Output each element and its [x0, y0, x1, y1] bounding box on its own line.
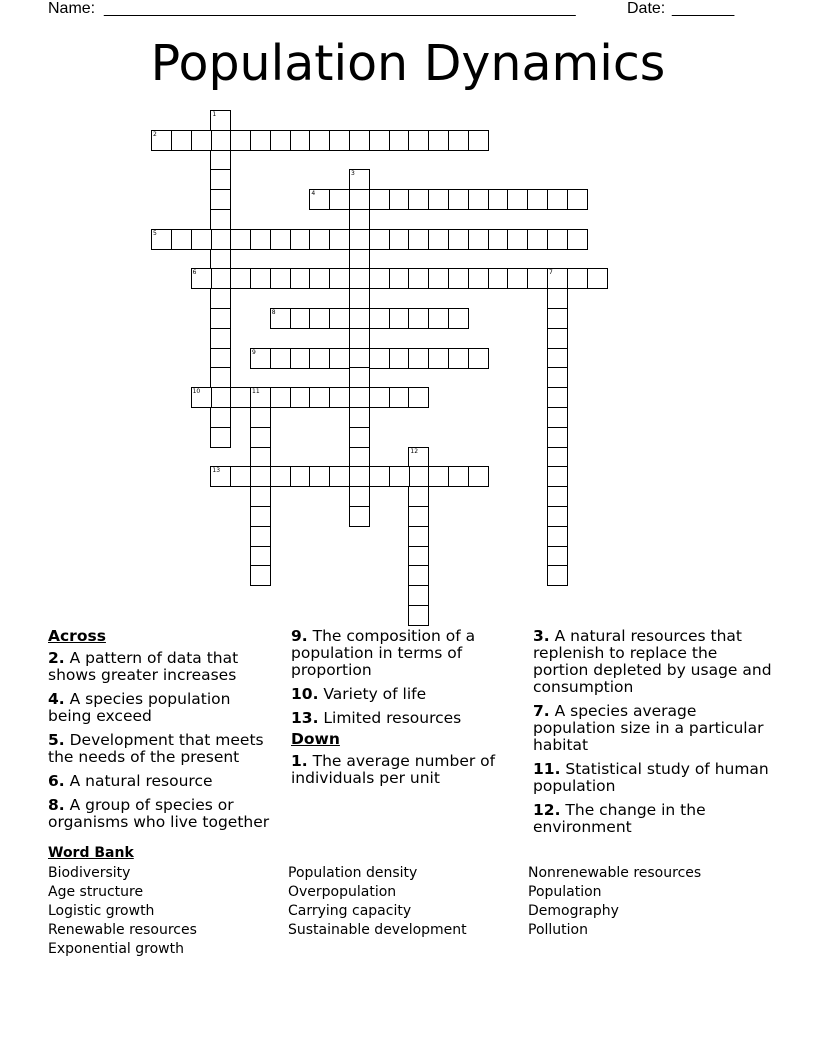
grid-cell[interactable] [369, 308, 390, 329]
word-bank-item: Sustainable development [288, 922, 467, 938]
clue-item [291, 753, 521, 787]
grid-cell[interactable] [468, 229, 489, 250]
down-heading: Down [291, 730, 340, 748]
clue-number: 12 [410, 447, 419, 455]
date-field[interactable]: _______ [672, 0, 735, 17]
grid-cell[interactable] [349, 348, 370, 369]
grid-cell[interactable] [369, 229, 390, 250]
grid-cell[interactable] [329, 130, 350, 151]
grid-cell[interactable] [191, 268, 212, 289]
grid-cell[interactable] [428, 348, 449, 369]
grid-cell[interactable] [250, 486, 271, 507]
grid-cell[interactable] [270, 348, 291, 369]
grid-cell[interactable] [329, 268, 350, 289]
grid-cell[interactable] [567, 268, 588, 289]
grid-cell[interactable] [527, 189, 548, 210]
grid-cell[interactable] [191, 229, 212, 250]
clue-text: The composition of a population in terms of proportion [291, 627, 476, 679]
grid-cell[interactable] [547, 526, 568, 547]
word-bank-item: Population density [288, 865, 418, 881]
grid-cell[interactable] [408, 585, 429, 606]
grid-cell[interactable] [250, 565, 271, 586]
word-bank-item: Age structure [48, 884, 144, 900]
grid-cell[interactable] [151, 130, 172, 151]
grid-cell[interactable] [389, 308, 410, 329]
clue-number-label: 11. [533, 760, 561, 778]
grid-cell[interactable] [547, 308, 568, 329]
grid-cell[interactable] [329, 466, 350, 487]
grid-cell[interactable] [250, 348, 271, 369]
clue-item [533, 761, 773, 795]
grid-cell[interactable] [270, 268, 291, 289]
grid-cell[interactable] [547, 427, 568, 448]
grid-cell[interactable] [329, 229, 350, 250]
grid-cell[interactable] [349, 486, 370, 507]
grid-cell[interactable] [428, 229, 449, 250]
grid-cell[interactable] [349, 169, 370, 190]
grid-cell[interactable] [527, 268, 548, 289]
grid-cell[interactable] [547, 565, 568, 586]
grid-cell[interactable] [448, 189, 469, 210]
clue-number: 5 [153, 229, 157, 237]
grid-cell[interactable] [547, 546, 568, 567]
word-bank-item: Exponential growth [48, 941, 184, 957]
clue-item [533, 802, 773, 836]
grid-cell[interactable] [369, 268, 390, 289]
grid-cell[interactable] [389, 466, 410, 487]
grid-cell[interactable] [290, 130, 311, 151]
grid-cell[interactable] [408, 308, 429, 329]
grid-cell[interactable] [210, 387, 231, 408]
grid-cell[interactable] [448, 229, 469, 250]
grid-cell[interactable] [428, 268, 449, 289]
grid-cell[interactable] [250, 407, 271, 428]
grid-cell[interactable] [448, 130, 469, 151]
grid-cell[interactable] [547, 367, 568, 388]
grid-cell[interactable] [547, 466, 568, 487]
grid-cell[interactable] [349, 229, 370, 250]
clue-text: Development that meets the needs of the present [48, 731, 264, 766]
grid-cell[interactable] [210, 367, 231, 388]
grid-cell[interactable] [349, 367, 370, 388]
grid-cell[interactable] [230, 130, 251, 151]
grid-cell[interactable] [191, 387, 212, 408]
grid-cell[interactable] [408, 387, 429, 408]
clue-text: A pattern of data that shows greater increases [48, 649, 239, 684]
grid-cell[interactable] [408, 189, 429, 210]
clue-item [533, 628, 773, 696]
word-bank-title: Word Bank [48, 845, 134, 861]
grid-cell[interactable] [349, 447, 370, 468]
clue-number-label: 13. [291, 709, 319, 727]
clue-number-label: 10. [291, 685, 319, 703]
grid-cell[interactable] [408, 546, 429, 567]
grid-cell[interactable] [210, 308, 231, 329]
grid-cell[interactable] [547, 268, 568, 289]
word-bank-item: Overpopulation [288, 884, 397, 900]
grid-cell[interactable] [270, 466, 291, 487]
grid-cell[interactable] [250, 546, 271, 567]
grid-cell[interactable] [230, 387, 251, 408]
grid-cell[interactable] [349, 387, 370, 408]
word-bank-column-2 [288, 864, 467, 940]
grid-cell[interactable] [290, 348, 311, 369]
across-heading: Across [48, 627, 106, 645]
grid-cell[interactable] [547, 229, 568, 250]
clue-item [48, 797, 278, 831]
clue-item [291, 710, 521, 727]
grid-cell[interactable] [210, 130, 231, 151]
clue-number-label: 9. [291, 627, 308, 645]
grid-cell[interactable] [567, 189, 588, 210]
grid-cell[interactable] [290, 268, 311, 289]
date-label: Date: [627, 0, 666, 17]
grid-cell[interactable] [349, 209, 370, 230]
grid-cell[interactable] [408, 447, 429, 468]
grid-cell[interactable] [210, 466, 231, 487]
grid-cell[interactable] [567, 229, 588, 250]
clue-number: 1 [212, 111, 217, 118]
clue-number-label: 12. [533, 801, 561, 819]
grid-cell[interactable] [309, 229, 330, 250]
grid-cell[interactable] [408, 268, 429, 289]
grid-cell[interactable] [250, 387, 271, 408]
grid-cell[interactable] [468, 268, 489, 289]
clue-text: Limited resources [318, 709, 462, 727]
clue-number: 6 [192, 269, 197, 277]
grid-cell[interactable] [547, 288, 568, 309]
grid-cell[interactable] [250, 130, 271, 151]
grid-cell[interactable] [349, 308, 370, 329]
grid-cell[interactable] [290, 229, 311, 250]
grid-cell[interactable] [408, 130, 429, 151]
clue-number-label: 4. [48, 690, 65, 708]
grid-cell[interactable] [210, 407, 231, 428]
clue-item [533, 703, 773, 754]
grid-cell[interactable] [250, 447, 271, 468]
clue-number: 10 [192, 388, 201, 396]
grid-cell[interactable] [290, 387, 311, 408]
clue-number: 13 [212, 467, 221, 475]
grid-cell[interactable] [329, 189, 350, 210]
grid-cell[interactable] [428, 130, 449, 151]
grid-cell[interactable] [210, 189, 231, 210]
grid-cell[interactable] [270, 130, 291, 151]
grid-cell[interactable] [408, 229, 429, 250]
grid-cell[interactable] [408, 506, 429, 527]
grid-cell[interactable] [349, 249, 370, 270]
grid-cell[interactable] [468, 466, 489, 487]
grid-cell[interactable] [547, 486, 568, 507]
clue-item [48, 650, 278, 684]
grid-cell[interactable] [210, 209, 231, 230]
name-field[interactable]: _____________________________________________________ [104, 0, 576, 17]
clue-text: Variety of life [318, 685, 427, 703]
clue-number: 4 [311, 190, 316, 198]
grid-cell[interactable] [349, 268, 370, 289]
grid-cell[interactable] [290, 466, 311, 487]
grid-cell[interactable] [210, 169, 231, 190]
grid-cell[interactable] [349, 189, 370, 210]
grid-cell[interactable] [349, 466, 370, 487]
grid-cell[interactable] [230, 268, 251, 289]
clue-text: Statistical study of human population [533, 760, 769, 795]
grid-cell[interactable] [527, 229, 548, 250]
grid-cell[interactable] [309, 130, 330, 151]
grid-cell[interactable] [270, 387, 291, 408]
grid-cell[interactable] [389, 229, 410, 250]
clue-number: 9 [252, 348, 256, 356]
grid-cell[interactable] [507, 268, 528, 289]
grid-cell[interactable] [547, 387, 568, 408]
word-bank-item: Population [528, 884, 602, 900]
grid-cell[interactable] [488, 189, 509, 210]
grid-cell[interactable] [448, 308, 469, 329]
grid-cell[interactable] [210, 348, 231, 369]
grid-cell[interactable] [210, 427, 231, 448]
clue-item [291, 686, 521, 703]
grid-cell[interactable] [250, 268, 271, 289]
grid-cell[interactable] [369, 348, 390, 369]
grid-cell[interactable] [250, 229, 271, 250]
grid-cell[interactable] [210, 110, 231, 131]
grid-cell[interactable] [507, 189, 528, 210]
grid-cell[interactable] [151, 229, 172, 250]
word-bank-column-1 [48, 864, 197, 959]
grid-cell[interactable] [428, 189, 449, 210]
grid-cell[interactable] [389, 130, 410, 151]
grid-cell[interactable] [210, 150, 231, 171]
grid-cell[interactable] [349, 130, 370, 151]
grid-cell[interactable] [468, 130, 489, 151]
word-bank-item: Carrying capacity [288, 903, 412, 919]
clues-column-2 [291, 628, 521, 794]
grid-cell[interactable] [309, 308, 330, 329]
grid-cell[interactable] [587, 268, 608, 289]
grid-cell[interactable] [468, 348, 489, 369]
grid-cell[interactable] [210, 328, 231, 349]
grid-cell[interactable] [250, 466, 271, 487]
grid-cell[interactable] [488, 229, 509, 250]
word-bank-item: Pollution [528, 922, 588, 938]
clue-item [48, 773, 278, 790]
clue-text: A natural resource [64, 772, 213, 790]
grid-cell[interactable] [309, 268, 330, 289]
clue-number-label: 8. [48, 796, 65, 814]
grid-cell[interactable] [507, 229, 528, 250]
grid-cell[interactable] [171, 229, 192, 250]
grid-cell[interactable] [408, 605, 429, 626]
grid-cell[interactable] [210, 249, 231, 270]
grid-cell[interactable] [547, 348, 568, 369]
grid-cell[interactable] [547, 447, 568, 468]
grid-cell[interactable] [428, 466, 449, 487]
grid-cell[interactable] [349, 506, 370, 527]
clue-item [48, 691, 278, 725]
clue-text: The change in the environment [533, 801, 706, 836]
grid-cell[interactable] [349, 328, 370, 349]
grid-cell[interactable] [468, 189, 489, 210]
grid-cell[interactable] [389, 268, 410, 289]
clue-number: 11 [252, 388, 260, 396]
grid-cell[interactable] [369, 466, 390, 487]
grid-cell[interactable] [408, 348, 429, 369]
grid-cell[interactable] [329, 308, 350, 329]
grid-cell[interactable] [230, 229, 251, 250]
grid-cell[interactable] [547, 407, 568, 428]
grid-cell[interactable] [369, 130, 390, 151]
clue-number-label: 2. [48, 649, 65, 667]
clue-number-label: 3. [533, 627, 550, 645]
grid-cell[interactable] [547, 506, 568, 527]
grid-cell[interactable] [309, 189, 330, 210]
grid-cell[interactable] [369, 387, 390, 408]
clue-number-label: 1. [291, 752, 308, 770]
grid-cell[interactable] [250, 526, 271, 547]
grid-cell[interactable] [488, 268, 509, 289]
clues-column-1 [48, 628, 278, 838]
word-bank-item: Nonrenewable resources [528, 865, 702, 881]
grid-cell[interactable] [408, 486, 429, 507]
grid-cell[interactable] [369, 189, 390, 210]
clue-number-label: 7. [533, 702, 550, 720]
clue-number: 7 [549, 269, 553, 277]
clue-number: 3 [351, 170, 355, 178]
grid-cell[interactable] [329, 387, 350, 408]
grid-cell[interactable] [210, 268, 231, 289]
clue-item [291, 628, 521, 679]
word-bank-column-3 [528, 864, 701, 940]
word-bank-item: Biodiversity [48, 865, 131, 881]
grid-cell[interactable] [349, 427, 370, 448]
grid-cell[interactable] [448, 348, 469, 369]
clue-number: 8 [271, 309, 276, 316]
grid-cell[interactable] [230, 466, 251, 487]
grid-cell[interactable] [309, 348, 330, 369]
grid-cell[interactable] [408, 565, 429, 586]
grid-cell[interactable] [329, 348, 350, 369]
grid-cell[interactable] [349, 407, 370, 428]
clue-text: A natural resources that replenish to replace the portion depleted by usage and consumption [533, 627, 772, 696]
clue-text: A species population being exceed [48, 690, 231, 725]
grid-cell[interactable] [210, 288, 231, 309]
name-label: Name: [48, 0, 96, 17]
grid-cell[interactable] [547, 189, 568, 210]
grid-cell[interactable] [389, 189, 410, 210]
word-bank-item: Renewable resources [48, 922, 197, 938]
page-title: Population Dynamics [150, 35, 666, 92]
grid-cell[interactable] [309, 387, 330, 408]
grid-cell[interactable] [171, 130, 192, 151]
word-bank-item: Logistic growth [48, 903, 155, 919]
clue-number-label: 5. [48, 731, 65, 749]
grid-cell[interactable] [349, 288, 370, 309]
grid-cell[interactable] [389, 348, 410, 369]
grid-cell[interactable] [448, 466, 469, 487]
grid-cell[interactable] [270, 308, 291, 329]
grid-cell[interactable] [210, 229, 231, 250]
clue-text: The average number of individuals per unit [291, 752, 496, 787]
grid-cell[interactable] [290, 308, 311, 329]
grid-cell[interactable] [309, 466, 330, 487]
grid-cell[interactable] [448, 268, 469, 289]
grid-cell[interactable] [270, 229, 291, 250]
clue-number-label: 6. [48, 772, 65, 790]
clues-column-3 [533, 628, 773, 843]
grid-cell[interactable] [191, 130, 212, 151]
clue-text: A species average population size in a particular habitat [533, 702, 764, 754]
clue-item [48, 732, 278, 766]
clue-number: 2 [153, 130, 157, 138]
grid-cell[interactable] [408, 526, 429, 547]
grid-cell[interactable] [250, 506, 271, 527]
grid-cell[interactable] [428, 308, 449, 329]
grid-cell[interactable] [547, 328, 568, 349]
word-bank-item: Demography [528, 903, 619, 919]
grid-cell[interactable] [389, 387, 410, 408]
clue-text: A group of species or organisms who live together [48, 796, 270, 831]
grid-cell[interactable] [250, 427, 271, 448]
grid-cell[interactable] [408, 466, 429, 487]
